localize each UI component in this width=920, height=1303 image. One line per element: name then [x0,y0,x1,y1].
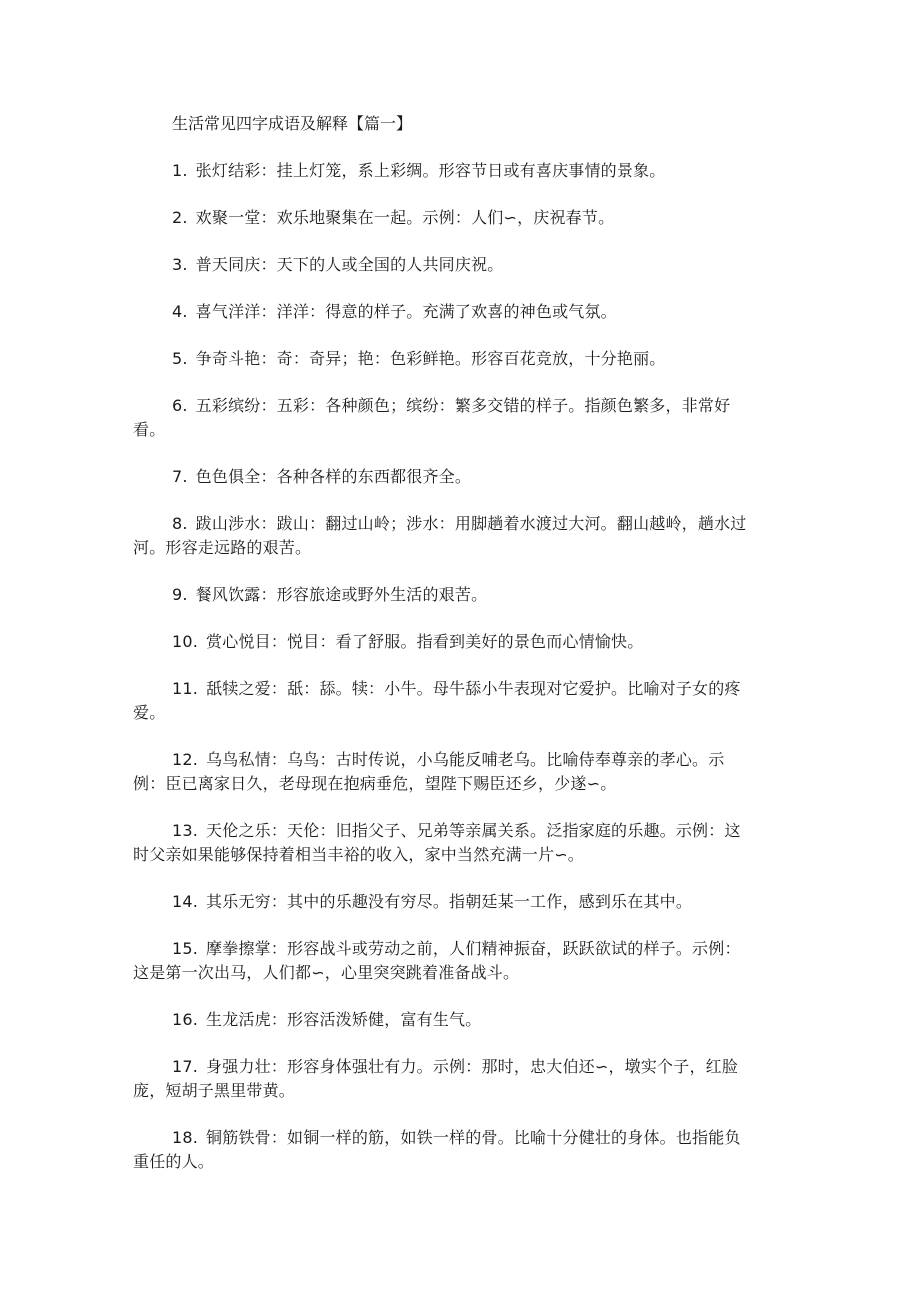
idiom-entry [133,819,753,867]
document-title: 生活常见四字成语及解释【篇一】 [172,114,413,133]
entry-number: 10. [172,632,199,651]
idiom-entry [133,347,753,371]
entry-number: 14. [172,892,199,911]
idiom-entry [133,465,753,489]
document-page [133,112,753,1197]
entry-text: 生龙活虎：形容活泼矫健，富有生气。 [206,1010,482,1029]
idiom-entry [133,253,753,277]
entry-text: 争奇斗艳：奇：奇异；艳：色彩鲜艳。形容百花竞放，十分艳丽。 [195,349,666,368]
entry-text: 普天同庆：天下的人或全国的人共同庆祝。 [195,255,504,274]
idiom-entry [133,937,753,985]
entry-text: 舐犊之爱：舐：舔。犊：小牛。母牛舔小牛表现对它爱护。比喻对子女的疼爱。 [133,679,741,722]
entry-text: 身强力壮：形容身体强壮有力。示例：那时，忠大伯还∽，墩实个子，红脸庞，短胡子黑里带黄。 [133,1057,739,1100]
idiom-entry [133,512,753,560]
idiom-entry [133,394,753,442]
entry-text: 赏心悦目：悦目：看了舒服。指看到美好的景色而心情愉快。 [206,632,644,651]
entry-text: 摩拳擦掌：形容战斗或劳动之前，人们精神振奋，跃跃欲试的样子。示例：这是第一次出马，人们都∽，心里突突跳着准备战斗。 [133,939,741,982]
entry-text: 乌鸟私情：乌鸟：古时传说，小乌能反哺老乌。比喻侍奉尊亲的孝心。示例：臣已离家日久，老母现在抱病垂危，望陛下赐臣还乡，少遂∽。 [133,750,725,793]
idiom-entry [133,583,753,607]
entry-number: 17. [172,1057,199,1076]
entry-text: 其乐无穷：其中的乐趣没有穷尽。指朝廷某一工作，感到乐在其中。 [206,892,693,911]
entry-number: 16. [172,1010,199,1029]
entry-text: 欢聚一堂：欢乐地聚集在一起。示例：人们∽，庆祝春节。 [195,208,615,227]
entry-number: 7. [172,467,188,486]
idiom-entry [133,1055,753,1103]
idiom-entry [133,630,753,654]
entry-number: 18. [172,1128,199,1147]
entry-text: 喜气洋洋：洋洋：得意的样子。充满了欢喜的神色或气氛。 [195,302,617,321]
entry-text: 五彩缤纷：五彩：各种颜色；缤纷：繁多交错的样子。指颜色繁多，非常好看。 [133,396,731,439]
entry-number: 5. [172,349,188,368]
entry-text: 铜筋铁骨：如铜一样的筋，如铁一样的骨。比喻十分健壮的身体。也指能负重任的人。 [133,1128,741,1171]
entry-number: 3. [172,255,188,274]
idiom-entry [133,677,753,725]
entry-number: 2. [172,208,188,227]
idiom-entry [133,206,753,230]
entry-number: 11. [172,679,199,698]
idiom-entry [133,300,753,324]
entry-number: 12. [172,750,199,769]
entry-number: 15. [172,939,199,958]
idiom-entry [133,748,753,796]
entry-number: 6. [172,396,188,415]
entry-number: 8. [172,514,188,533]
entry-number: 1. [172,161,188,180]
entry-text: 张灯结彩：挂上灯笼，系上彩绸。形容节日或有喜庆事情的景象。 [195,161,666,180]
idiom-entry [133,1126,753,1174]
idiom-entry [133,1008,753,1032]
entry-number: 4. [172,302,188,321]
entry-text: 跋山涉水：跋山：翻过山岭；涉水：用脚趟着水渡过大河。翻山越岭，趟水过河。形容走远路的艰苦。 [133,514,747,557]
entry-text: 天伦之乐：天伦：旧指父子、兄弟等亲属关系。泛指家庭的乐趣。示例：这时父亲如果能够保持着相当丰裕的收入，家中当然充满一片∽。 [133,821,741,864]
entry-number: 13. [172,821,199,840]
entry-text: 色色俱全：各种各样的东西都很齐全。 [195,467,472,486]
idiom-entry [133,890,753,914]
entry-number: 9. [172,585,188,604]
idiom-entry [133,159,753,183]
entry-text: 餐风饮露：形容旅途或野外生活的艰苦。 [195,585,488,604]
